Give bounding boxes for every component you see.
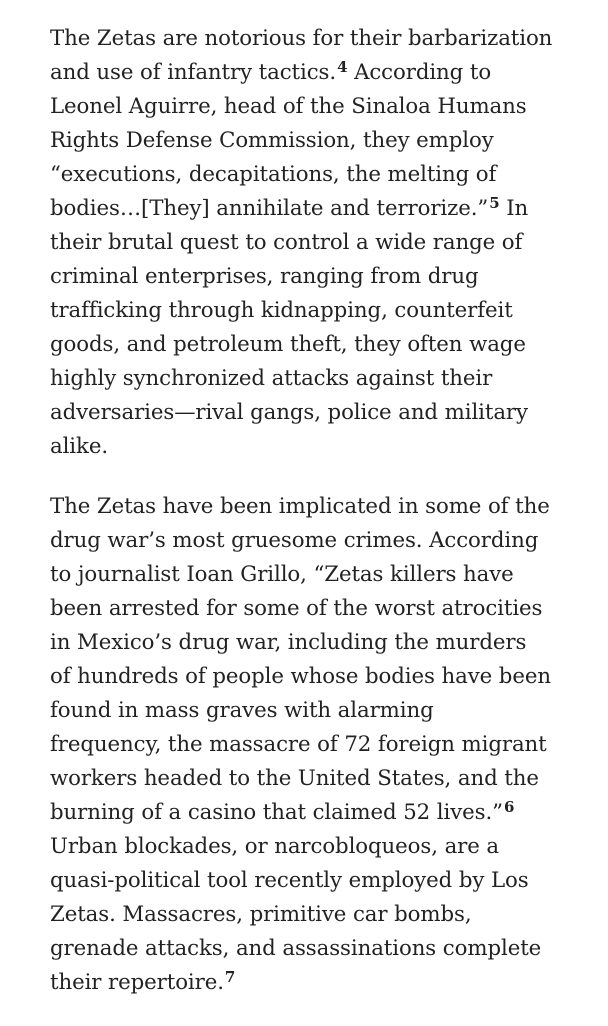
text-line: burning of a casino that claimed 52 lives.”$^6$	[50, 798, 515, 825]
text-line: Rights Defense Commission, they employ	[50, 128, 494, 153]
text-line: Urban blockades, or narcobloqueos, are a	[50, 834, 500, 859]
footnote-7-link[interactable]: 7	[224, 968, 236, 986]
footnote-6-link[interactable]: 6	[503, 798, 515, 816]
text-line: their brutal quest to control a wide range of	[50, 230, 523, 255]
text-line: been arrested for some of the worst atrocities	[50, 596, 543, 621]
text-line: trafficking through kidnapping, counterfeit	[50, 298, 513, 323]
text-line: found in mass graves with alarming	[50, 698, 434, 723]
text-line: their repertoire.$^7$	[50, 968, 236, 995]
text-line: The Zetas have been implicated in some of the	[50, 494, 550, 519]
text-line: Zetas. Massacres, primitive car bombs,	[50, 902, 472, 927]
text-line: quasi-political tool recently employed by Los	[50, 868, 529, 893]
footnote-5-link[interactable]: 5	[489, 194, 500, 212]
paragraph-zetas-tactics	[50, 22, 570, 464]
text-line: workers headed to the United States, and the	[50, 766, 539, 791]
text-line: drug war’s most gruesome crimes. According	[50, 528, 539, 553]
text-line: “executions, decapitations, the melting of	[50, 162, 497, 187]
text-line: criminal enterprises, ranging from drug	[50, 264, 479, 289]
text-line: goods, and petroleum theft, they often wage	[50, 332, 526, 357]
text-line: to journalist Ioan Grillo, “Zetas killers have	[50, 562, 514, 587]
text-line: The Zetas are notorious for their barbarization	[50, 26, 553, 51]
paragraph-zetas-crimes	[50, 490, 570, 1000]
text-line: Leonel Aguirre, head of the Sinaloa Humans	[50, 94, 527, 119]
article-body	[50, 22, 570, 1026]
text-line: highly synchronized attacks against their	[50, 366, 493, 391]
text-line: adversaries—rival gangs, police and military	[50, 400, 528, 425]
text-line: frequency, the massacre of 72 foreign migrant	[50, 732, 547, 757]
text-line: in Mexico’s drug war, including the murders	[50, 630, 527, 655]
text-line: grenade attacks, and assassinations complete	[50, 936, 542, 961]
footnote-4-link[interactable]: 4	[337, 58, 348, 76]
text-line: bodies…[They] annihilate and terrorize.”$^5$ In	[50, 194, 529, 221]
text-line: alike.	[50, 434, 108, 459]
text-line: of hundreds of people whose bodies have been	[50, 664, 551, 689]
text-line: and use of infantry tactics.$^4$ According to	[50, 58, 492, 85]
